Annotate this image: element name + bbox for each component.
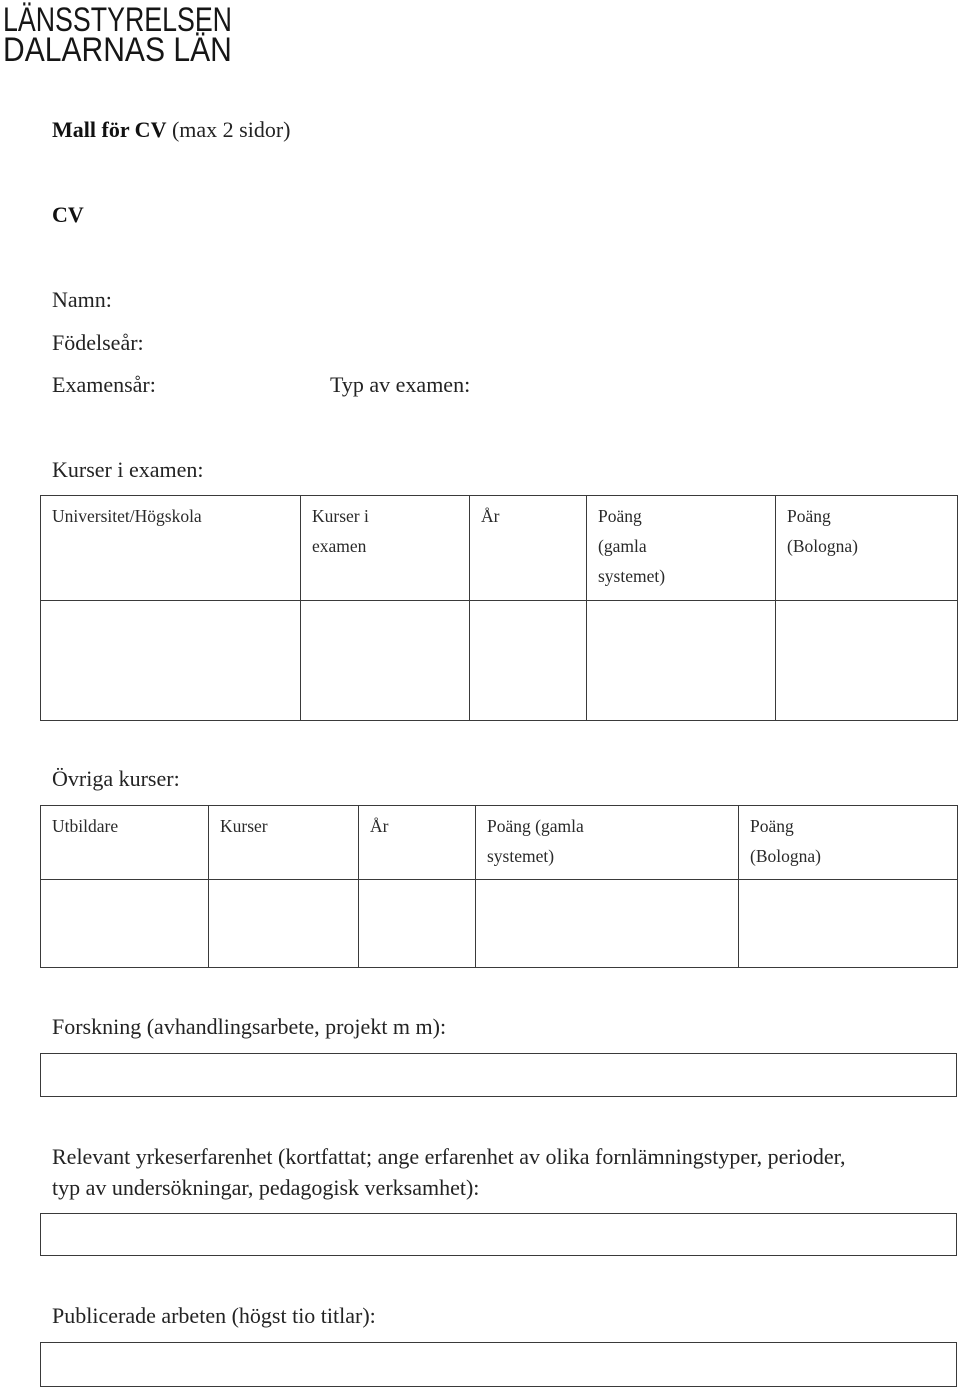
col-header-line: År (481, 506, 500, 526)
col-header-courses (301, 496, 470, 601)
col-header-line: Universitet/Högskola (52, 506, 202, 526)
col-header-line: systemet) (598, 566, 666, 586)
table-cell (301, 601, 470, 721)
document-title (52, 117, 291, 143)
col-header-year (359, 806, 476, 880)
col-header-line: Poäng (gamla (487, 816, 584, 836)
table-cell (476, 880, 739, 968)
name-label: Namn: (52, 287, 112, 312)
col-header-line: Utbildare (52, 816, 119, 836)
birth-year-label: Födelseår: (52, 330, 144, 355)
table-header-row (41, 806, 958, 880)
col-header-line: Kurser i (312, 506, 369, 526)
exam-courses-table (40, 495, 958, 721)
table-header-row (41, 496, 958, 601)
col-header-points-old (587, 496, 776, 601)
col-header-courses (209, 806, 359, 880)
col-header-line: (Bologna) (750, 846, 821, 866)
research-answer-box (40, 1053, 957, 1097)
experience-label (52, 1141, 846, 1203)
col-header-line: (Bologna) (787, 536, 858, 556)
title-note: (max 2 sidor) (171, 117, 291, 142)
col-header-line: Poäng (598, 506, 642, 526)
logo-line-2: DALARNAS LÄN (3, 31, 232, 69)
exam-courses-label: Kurser i examen: (52, 457, 204, 482)
experience-label-line: Relevant yrkeserfarenhet (kortfattat; ange erfarenhet av olika fornlämningstyper, perioder, (52, 1144, 846, 1169)
table-cell (359, 880, 476, 968)
table-cell (41, 601, 301, 721)
title-bold: Mall för CV (52, 117, 167, 142)
lansstyrelsen-logo (3, 1, 294, 69)
table-cell (739, 880, 958, 968)
col-header-line: (gamla (598, 536, 647, 556)
col-header-points-old (476, 806, 739, 880)
research-label: Forskning (avhandlingsarbete, projekt m m): (52, 1014, 447, 1039)
table-cell (41, 880, 209, 968)
publications-label: Publicerade arbeten (högst tio titlar): (52, 1303, 376, 1328)
logo-line-1: LÄNSSTYRELSEN (3, 1, 233, 39)
experience-answer-box (40, 1213, 957, 1256)
other-courses-table (40, 805, 958, 968)
col-header-line: Poäng (750, 816, 794, 836)
col-header-line: systemet) (487, 846, 555, 866)
cv-heading: CV (52, 202, 84, 227)
col-header-year (470, 496, 587, 601)
col-header-line: Poäng (787, 506, 831, 526)
table-cell (209, 880, 359, 968)
col-header-points-bologna (776, 496, 958, 601)
col-header-line: År (370, 816, 389, 836)
table-row (41, 601, 958, 721)
col-header-line: Kurser (220, 816, 268, 836)
exam-year-label: Examensår: (52, 372, 156, 397)
exam-type-label: Typ av examen: (330, 372, 471, 397)
table-cell (587, 601, 776, 721)
publications-answer-box (40, 1342, 957, 1387)
col-header-provider (41, 806, 209, 880)
col-header-university (41, 496, 301, 601)
experience-label-line: typ av undersökningar, pedagogisk verksamhet): (52, 1175, 480, 1200)
col-header-points-bologna (739, 806, 958, 880)
table-cell (776, 601, 958, 721)
col-header-line: examen (312, 536, 367, 556)
table-cell (470, 601, 587, 721)
other-courses-label: Övriga kurser: (52, 766, 180, 791)
table-row (41, 880, 958, 968)
